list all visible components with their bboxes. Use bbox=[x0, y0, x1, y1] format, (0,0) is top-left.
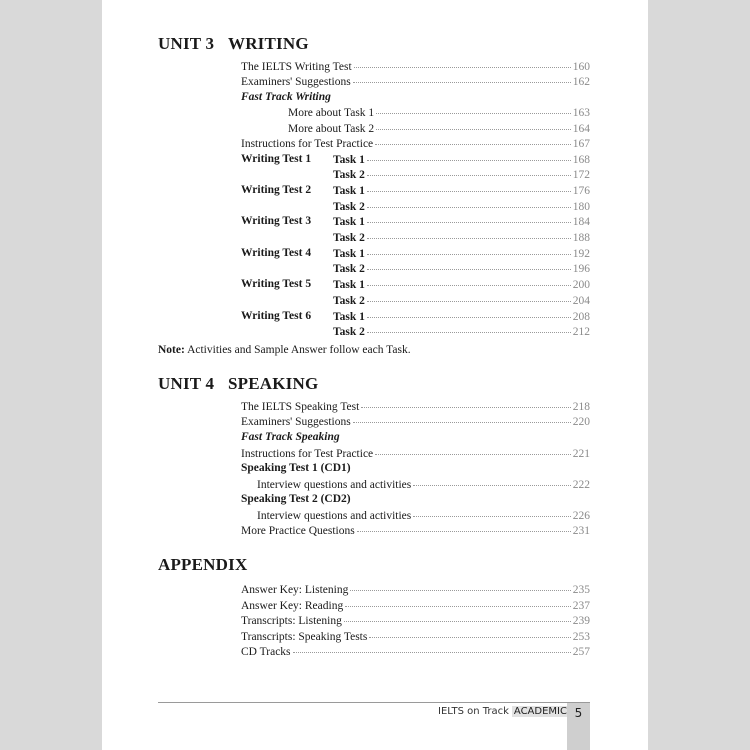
page-number: 222 bbox=[572, 479, 590, 491]
leader-dots bbox=[367, 165, 571, 176]
toc-entry[interactable] bbox=[288, 105, 590, 120]
toc-entry[interactable] bbox=[333, 324, 590, 339]
leader-dots bbox=[375, 444, 571, 455]
entry-label: Task 1 bbox=[333, 185, 365, 197]
toc-entry[interactable] bbox=[241, 414, 590, 429]
leader-dots bbox=[367, 244, 571, 255]
edition-tag: ACADEMIC bbox=[513, 706, 567, 717]
page-number: 226 bbox=[572, 510, 590, 522]
leader-dots bbox=[344, 611, 571, 622]
writing-test-5-label: Writing Test 5 bbox=[241, 278, 312, 290]
leader-dots bbox=[353, 72, 571, 83]
leader-dots bbox=[354, 57, 571, 68]
writing-test-6-label: Writing Test 6 bbox=[241, 310, 312, 322]
leader-dots bbox=[353, 412, 571, 423]
page-number: 231 bbox=[572, 525, 590, 537]
entry-label: Examiners' Suggestions bbox=[241, 76, 351, 88]
entry-label: Task 2 bbox=[333, 295, 365, 307]
leader-dots bbox=[413, 506, 570, 517]
entry-label: Task 1 bbox=[333, 154, 365, 166]
entry-label: Interview questions and activities bbox=[257, 510, 412, 522]
leader-dots bbox=[367, 181, 571, 192]
leader-dots bbox=[375, 134, 571, 145]
writing-test-2-label: Writing Test 2 bbox=[241, 184, 312, 196]
page-number: 200 bbox=[572, 279, 590, 291]
page-number: 188 bbox=[572, 232, 590, 244]
page-number: 239 bbox=[572, 615, 590, 627]
page-number: 212 bbox=[572, 326, 590, 338]
entry-label: Task 1 bbox=[333, 279, 365, 291]
entry-label: Task 2 bbox=[333, 263, 365, 275]
page-number-label: 5 bbox=[574, 706, 583, 720]
page-number: 172 bbox=[572, 169, 590, 181]
leader-dots bbox=[413, 475, 570, 486]
toc-entry[interactable] bbox=[333, 293, 590, 308]
page-number: 220 bbox=[572, 416, 590, 428]
entry-label: More about Task 2 bbox=[288, 123, 375, 135]
unit3-note bbox=[158, 344, 411, 356]
toc-entry[interactable] bbox=[257, 477, 590, 492]
leader-dots bbox=[367, 212, 571, 223]
book-title: IELTS on Track bbox=[438, 706, 509, 717]
entry-label: Task 2 bbox=[333, 232, 365, 244]
toc-entry[interactable] bbox=[333, 277, 590, 292]
leader-dots bbox=[350, 580, 570, 591]
toc-entry[interactable] bbox=[241, 446, 590, 461]
entry-label: Transcripts: Listening bbox=[241, 615, 342, 627]
page-number: 196 bbox=[572, 263, 590, 275]
footer-running-title bbox=[438, 706, 569, 717]
footer-divider bbox=[158, 702, 590, 703]
entry-label: Answer Key: Listening bbox=[241, 584, 349, 596]
entry-label: More Practice Questions bbox=[241, 525, 355, 537]
entry-label: CD Tracks bbox=[241, 646, 291, 658]
page-number: 204 bbox=[572, 295, 590, 307]
entry-label: The IELTS Writing Test bbox=[241, 61, 352, 73]
toc-entry[interactable] bbox=[241, 582, 590, 597]
leader-dots bbox=[367, 307, 571, 318]
toc-entry[interactable] bbox=[241, 613, 590, 628]
toc-entry[interactable] bbox=[241, 74, 590, 89]
leader-dots bbox=[367, 322, 571, 333]
page-number: 257 bbox=[572, 646, 590, 658]
entry-label: Examiners' Suggestions bbox=[241, 416, 351, 428]
writing-test-1-label: Writing Test 1 bbox=[241, 153, 312, 165]
page-number: 235 bbox=[572, 584, 590, 596]
page-number: 253 bbox=[572, 631, 590, 643]
unit4-number: UNIT 4 bbox=[158, 374, 215, 393]
entry-label: Task 1 bbox=[333, 311, 365, 323]
note-text: Activities and Sample Answer follow each Task. bbox=[184, 344, 411, 356]
speaking-test-1-label: Speaking Test 1 (CD1) bbox=[241, 462, 351, 474]
entry-label: Instructions for Test Practice bbox=[241, 448, 374, 460]
page-number: 218 bbox=[572, 401, 590, 413]
page-number: 221 bbox=[572, 448, 590, 460]
page-number: 237 bbox=[572, 600, 590, 612]
fast-track-speaking-label: Fast Track Speaking bbox=[241, 431, 340, 443]
note-label: Note: bbox=[158, 344, 185, 356]
fast-track-writing-label: Fast Track Writing bbox=[241, 91, 331, 103]
leader-dots bbox=[367, 291, 571, 302]
entry-label: Task 2 bbox=[333, 201, 365, 213]
leader-dots bbox=[369, 627, 570, 638]
leader-dots bbox=[357, 521, 571, 532]
leader-dots bbox=[376, 103, 571, 114]
page-number: 164 bbox=[572, 123, 590, 135]
leader-dots bbox=[293, 642, 571, 653]
entry-label: The IELTS Speaking Test bbox=[241, 401, 360, 413]
leader-dots bbox=[361, 397, 570, 408]
page-number: 162 bbox=[572, 76, 590, 88]
page-number: 168 bbox=[572, 154, 590, 166]
page-number: 184 bbox=[572, 216, 590, 228]
page-number: 208 bbox=[572, 311, 590, 323]
entry-label: Instructions for Test Practice bbox=[241, 138, 374, 150]
toc-entry[interactable] bbox=[333, 214, 590, 229]
unit4-heading bbox=[158, 374, 318, 394]
writing-test-4-label: Writing Test 4 bbox=[241, 247, 312, 259]
leader-dots bbox=[376, 119, 571, 130]
leader-dots bbox=[345, 596, 571, 607]
toc-entry[interactable] bbox=[333, 167, 590, 182]
entry-label: Task 1 bbox=[333, 248, 365, 260]
page-number: 163 bbox=[572, 107, 590, 119]
unit3-heading bbox=[158, 34, 309, 54]
entry-label: Task 2 bbox=[333, 326, 365, 338]
toc-entry[interactable] bbox=[333, 261, 590, 276]
entry-label: Interview questions and activities bbox=[257, 479, 412, 491]
leader-dots bbox=[367, 259, 571, 270]
toc-entry[interactable] bbox=[241, 644, 590, 659]
page-number-tab bbox=[567, 703, 590, 750]
toc-entry[interactable] bbox=[241, 523, 590, 538]
writing-test-3-label: Writing Test 3 bbox=[241, 215, 312, 227]
page-number: 180 bbox=[572, 201, 590, 213]
entry-label: Answer Key: Reading bbox=[241, 600, 344, 612]
speaking-test-2-label: Speaking Test 2 (CD2) bbox=[241, 493, 351, 505]
leader-dots bbox=[367, 197, 571, 208]
leader-dots bbox=[367, 275, 571, 286]
entry-label: Task 1 bbox=[333, 216, 365, 228]
unit3-title: WRITING bbox=[228, 34, 309, 53]
entry-label: More about Task 1 bbox=[288, 107, 375, 119]
unit4-title: SPEAKING bbox=[228, 374, 319, 393]
page-number: 192 bbox=[572, 248, 590, 260]
unit3-number: UNIT 3 bbox=[158, 34, 215, 53]
page-number: 167 bbox=[572, 138, 590, 150]
toc-entry[interactable] bbox=[333, 183, 590, 198]
entry-label: Transcripts: Speaking Tests bbox=[241, 631, 368, 643]
page-number: 160 bbox=[572, 61, 590, 73]
leader-dots bbox=[367, 228, 571, 239]
page-number: 176 bbox=[572, 185, 590, 197]
leader-dots bbox=[367, 150, 571, 161]
appendix-heading: APPENDIX bbox=[158, 555, 248, 574]
entry-label: Task 2 bbox=[333, 169, 365, 181]
toc-entry[interactable] bbox=[333, 230, 590, 245]
toc-entry[interactable] bbox=[241, 136, 590, 151]
